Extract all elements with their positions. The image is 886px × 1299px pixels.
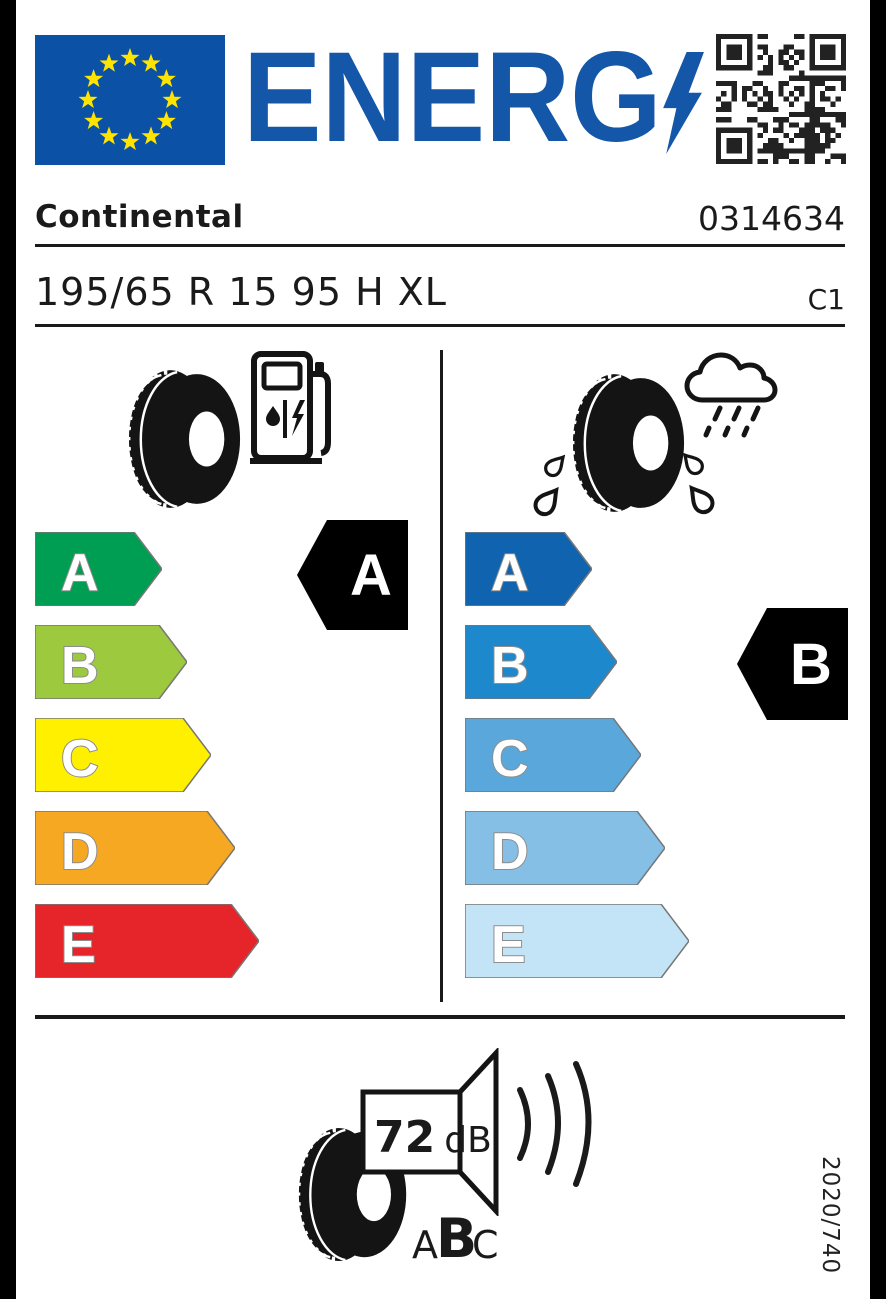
tyre-class: C1 [807,283,845,316]
class-letter: B [61,637,99,695]
wet-class-d-arrow [465,811,665,885]
class-letter: A [61,544,99,602]
energ-logo [243,26,663,170]
brand-name: Continental [35,199,244,235]
column-divider [440,350,443,1002]
fuel-class-a-arrow [35,532,162,606]
fuel-pump-icon [248,350,332,464]
rain-cloud-icon [680,348,782,442]
tyre-size: 195/65 R 15 95 H XL [35,270,447,314]
class-letter: D [491,823,529,881]
fuel-rating-letter: A [350,543,392,608]
class-letter: E [61,916,96,974]
class-letter: E [491,916,526,974]
noise-value [374,1112,492,1163]
eu-flag-icon [35,35,225,165]
qr-code [716,34,846,164]
label-border-left [0,0,16,1299]
label-border-right [870,0,886,1299]
tire-icon [126,366,244,512]
fuel-class-b-arrow [35,625,187,699]
regulation-number: 2020/740 [817,1156,843,1275]
label-id: 0314634 [698,199,845,238]
class-letter: A [491,544,529,602]
noise-db-number: 72 [374,1112,436,1163]
fuel-class-e-arrow [35,904,259,978]
noise-class-c: C [472,1223,499,1267]
class-letter: D [61,823,99,881]
divider-rule-noise [35,1015,845,1019]
fuel-class-d-arrow [35,811,235,885]
wet-rating-selector [737,608,848,720]
divider-rule-top [35,244,845,247]
noise-db-unit: dB [444,1120,492,1161]
wet-class-c-arrow [465,718,641,792]
divider-rule-size [35,324,845,327]
class-letter: B [491,637,529,695]
tire-icon [570,370,688,516]
noise-class-a: A [412,1223,438,1267]
fuel-class-c-arrow [35,718,211,792]
noise-class-b-selected: B [436,1207,478,1270]
class-letter: C [491,730,529,788]
energ-text: ENERG [243,26,662,170]
sound-waves-icon [508,1058,598,1190]
wet-class-a-arrow [465,532,592,606]
lightning-bolt-icon [652,52,710,154]
wet-class-b-arrow [465,625,617,699]
wet-class-e-arrow [465,904,689,978]
class-letter: C [61,730,99,788]
wet-rating-letter: B [790,632,832,697]
fuel-rating-selector [297,520,408,630]
